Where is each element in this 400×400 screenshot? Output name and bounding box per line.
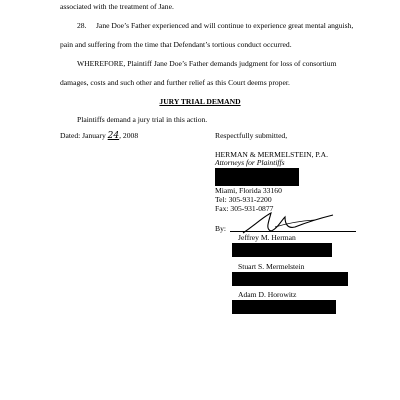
- jury-trial-heading: JURY TRIAL DEMAND: [159, 97, 241, 106]
- attorneys-for: Attorneys for Plaintiffs: [215, 158, 285, 167]
- redaction-address: [215, 168, 299, 186]
- jury-trial-text: Plaintiffs demand a jury trial in this action.: [77, 115, 208, 124]
- wherefore-line2: damages, costs and such other and further relief as this Court deems proper.: [60, 78, 290, 87]
- para-28-line1: Jane Doe’s Father experienced and will continue to experience great mental anguish,: [96, 21, 354, 30]
- para-28-number: 28.: [77, 21, 87, 30]
- attorney-2-name: Stuart S. Mermelstein: [238, 262, 305, 271]
- attorney-1-name: Jeffrey M. Herman: [238, 233, 296, 242]
- fax-line: Fax: 305-931-0877: [215, 204, 274, 213]
- dated-prefix: Dated: January: [60, 131, 106, 140]
- firm-name: HERMAN & MERMELSTEIN, P.A.: [215, 150, 329, 159]
- para-28-line2: pain and suffering from the time that Defendant’s tortious conduct occurred.: [60, 40, 292, 49]
- redaction-attorney-2: [232, 272, 348, 286]
- redaction-attorney-3: [232, 300, 336, 314]
- respectfully-submitted: Respectfully submitted,: [215, 131, 288, 140]
- by-label: By:: [215, 224, 226, 233]
- wherefore-line1: WHEREFORE, Plaintiff Jane Doe’s Father demands judgment for loss of consortium: [77, 59, 337, 68]
- redaction-attorney-1: [232, 243, 332, 257]
- tel-line: Tel: 305-931-2200: [215, 195, 272, 204]
- signature-line: [230, 231, 356, 232]
- body-line-top: associated with the treatment of Jane.: [60, 2, 174, 11]
- dated-suffix: , 2008: [119, 131, 139, 140]
- city-line: Miami, Florida 33160: [215, 186, 282, 195]
- dated-line: [60, 131, 138, 141]
- attorney-3-name: Adam D. Horowitz: [238, 290, 297, 299]
- dated-day-handwritten: 24: [107, 131, 120, 141]
